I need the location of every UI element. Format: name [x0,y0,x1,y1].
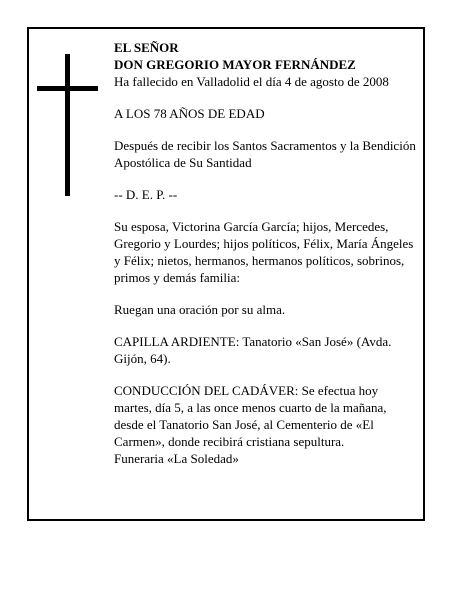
cross-vertical-bar [65,54,70,196]
deceased-name: DON GREGORIO MAYOR FERNÁNDEZ [114,57,356,72]
title-line: EL SEÑOR [114,40,179,55]
death-info: Ha fallecido en Valladolid el día 4 de agosto de 2008 [114,74,389,89]
rip-line: -- D. E. P. -- [114,187,178,202]
funeral-home: Funeraria «La Soledad» [114,451,239,466]
cross-horizontal-bar [37,86,98,91]
family-text: Su esposa, Victorina García García; hijos, Mercedes, Gregorio y Lourdes; hijos políticos, Félix, María Ángeles y Félix; nietos, hermanos, hermanos políticos, sobrinos, primos y demás familia: [114,219,414,285]
chapel-info: CAPILLA ARDIENTE: Tanatorio «San José» (Avda. Gijón, 64). [114,334,392,366]
obituary-text [114,39,416,467]
prayer-request: Ruegan una oración por su alma. [114,302,286,317]
age-line: A LOS 78 AÑOS DE EDAD [114,106,265,121]
conduction-info: CONDUCCIÓN DEL CADÁVER: Se efectua hoy martes, día 5, a las once menos cuarto de la mañana, desde el Tanatorio San José, al Cementerio de «El Carmen», donde recibirá cristiana sepultura. [114,383,387,449]
sacraments-text: Después de recibir los Santos Sacramentos y la Bendición Apostólica de Su Santidad [114,138,416,170]
